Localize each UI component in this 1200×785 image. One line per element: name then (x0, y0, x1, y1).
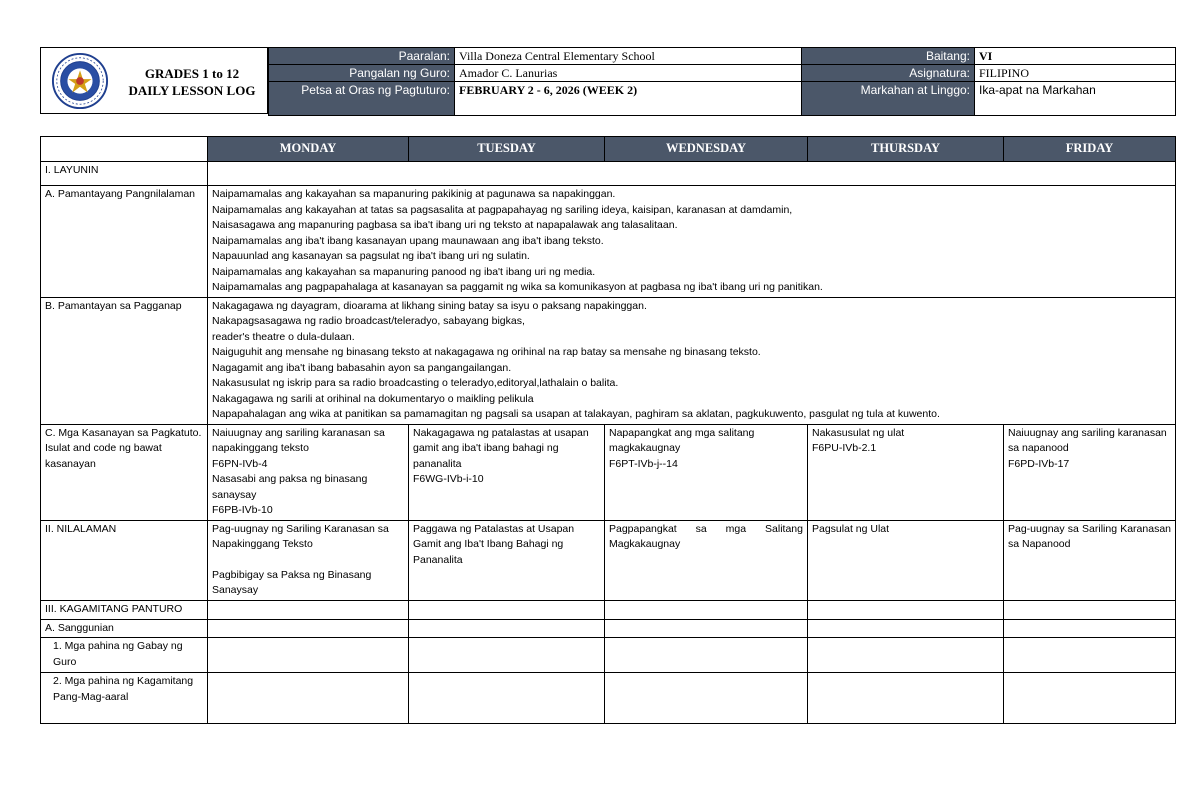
gabay-monday (208, 638, 409, 673)
datetime-label: Petsa at Oras ng Pagtuturo: (269, 82, 455, 116)
pagganap-line: Nakasusulat ng iskrip para sa radio broadcasting o teleradyo,editoryal,lathalain o balita. (212, 377, 619, 389)
pamantayang-row (41, 186, 1176, 298)
sanggunian-monday (208, 619, 409, 638)
subject-value: FILIPINO (975, 65, 1176, 82)
pamantayang-line: Naipamamalas ang iba't ibang kasanayan upang maunawaan ang iba't ibang teksto. (212, 234, 604, 247)
quarter-value: Ika-apat na Markahan (975, 82, 1176, 116)
kagamitan-friday (1004, 600, 1176, 619)
kasanayan-code: F6PD-IVb-17 (1008, 457, 1070, 470)
kasanayan-tuesday (409, 424, 605, 520)
nilalaman-label: II. NILALAMAN (41, 520, 208, 600)
pamantayang-line: Naisasagawa ang mapanuring pagbasa sa iba't ibang uri ng teksto at napapalawak ang talasalitaan. (212, 219, 678, 231)
nilalaman-wednesday: Pagpapangkat sa mga Salitang Magkakaugnay (605, 520, 808, 600)
header-title-box (40, 47, 268, 114)
title-line-2: DAILY LESSON LOG (128, 83, 256, 98)
sanggunian-row (41, 619, 1176, 638)
kagamitan-tuesday (409, 600, 605, 619)
teacher-label: Pangalan ng Guro: (269, 65, 455, 82)
pamantayang-line: Napauunlad ang kasanayan sa pagsulat ng iba't ibang uri ng sulatin. (212, 250, 530, 262)
kagamitan-pages-tuesday (409, 673, 605, 724)
nilalaman-tuesday: Paggawa ng Patalastas at Usapan Gamit ang Iba't Ibang Bahagi ng Pananalita (409, 520, 605, 600)
nilalaman-row (41, 520, 1176, 600)
day-header-row (41, 137, 1176, 162)
nilalaman-thursday: Pagsulat ng Ulat (808, 520, 1004, 600)
pagganap-line: Naiguguhit ang mensahe ng binasang teksto at nakagagawa ng orihinal na rap batay sa mensahe ng binasang teksto. (212, 346, 761, 358)
school-label: Paaralan: (269, 48, 455, 65)
kagamitan-pages-label: 2. Mga pahina ng Kagamitang Pang-Mag-aaral (41, 673, 208, 724)
kagamitan-label: III. KAGAMITANG PANTURO (41, 600, 208, 619)
pamantayang-line: Naipamamalas ang kakayahan sa mapanuring panood ng iba't ibang uri ng media. (212, 265, 596, 278)
kagamitan-row (41, 600, 1176, 619)
pamantayang-line: Naipamamalas ang kakayahan at tatas sa pagsasalita at pagpapahayag ng sariling ideya, kaisipan, karanasan at damdamin, (212, 203, 793, 216)
pagganap-content (208, 297, 1176, 424)
pamantayang-label: A. Pamantayang Pangnilalaman (41, 186, 208, 298)
teacher-value: Amador C. Lanurias (455, 65, 802, 82)
title-line-1: GRADES 1 to 12 (144, 66, 240, 81)
kasanayan-code: F6PT-IVb-j--14 (609, 457, 678, 470)
kasanayan-wednesday (605, 424, 808, 520)
kasanayan-text: Napapangkat ang mga salitang magkakaugnay (609, 426, 755, 454)
gabay-thursday (808, 638, 1004, 673)
kagamitan-pages-friday (1004, 673, 1176, 724)
kasanayan-text: Naiuugnay ang sariling karanasan sa napakinggang teksto (212, 426, 385, 454)
day-header-thursday: THURSDAY (808, 137, 1004, 162)
day-header-monday: MONDAY (208, 137, 409, 162)
kagamitan-pages-thursday (808, 673, 1004, 724)
pamantayang-content (208, 186, 1176, 298)
layunin-label: I. LAYUNIN (41, 162, 208, 186)
datetime-value: FEBRUARY 2 - 6, 2026 (WEEK 2) (455, 82, 802, 116)
gabay-friday (1004, 638, 1176, 673)
pagganap-row (41, 297, 1176, 424)
school-value: Villa Doneza Central Elementary School (455, 48, 802, 65)
kasanayan-friday (1004, 424, 1176, 520)
sanggunian-label: A. Sanggunian (41, 619, 208, 638)
header-info-table (268, 47, 1176, 116)
kagamitan-monday (208, 600, 409, 619)
gabay-row (41, 638, 1176, 673)
pagganap-label: B. Pamantayan sa Pagganap (41, 297, 208, 424)
nilalaman-friday: Pag-uugnay sa Sariling Karanasan sa Napanood (1004, 520, 1176, 600)
kagamitan-thursday (808, 600, 1004, 619)
subject-label: Asignatura: (802, 65, 975, 82)
gabay-tuesday (409, 638, 605, 673)
gabay-wednesday (605, 638, 808, 673)
spacer (212, 553, 404, 568)
pagganap-line: Napapahalagan ang wika at panitikan sa pamamagitan ng pagsali sa usapan at talakayan, paghiram sa aklatan, pagkukuwento, pasgulat ng tula at kuwento. (212, 408, 940, 420)
pamantayang-line: Naipamamalas ang pagpapahalaga at kasanayan sa paggamit ng wika sa komunikasyon at pagbasa ng iba't ibang uri ng panitikan. (212, 281, 823, 293)
kagamitan-wednesday (605, 600, 808, 619)
kasanayan-code: F6PN-IVb-4 (212, 457, 268, 470)
kasanayan-text: Nakagagawa ng patalastas at usapan gamit ang iba't ibang bahagi ng pananalita (413, 426, 589, 470)
pagganap-line: Nakapagsasagawa ng radio broadcast/teleradyo, sabayang bigkas, (212, 315, 525, 327)
kasanayan-code: F6PU-IVb-2.1 (812, 442, 877, 454)
nilalaman-text: Pag-uugnay ng Sariling Karanasan sa Napakinggang Teksto (212, 522, 389, 550)
day-header-tuesday: TUESDAY (409, 137, 605, 162)
layunin-content (208, 162, 1176, 186)
kasanayan-label: C. Mga Kasanayan sa Pagkatuto. Isulat and code ng bawat kasanayan (41, 424, 208, 520)
lesson-table (40, 136, 1176, 724)
kagamitan-pages-row (41, 673, 1176, 724)
kasanayan-code: F6PB-IVb-10 (212, 504, 273, 516)
kasanayan-thursday (808, 424, 1004, 520)
kasanayan-text: Naiuugnay ang sariling karanasan sa napanood (1008, 426, 1167, 454)
grade-label: Baitang: (802, 48, 975, 65)
gabay-label: 1. Mga pahina ng Gabay ng Guro (41, 638, 208, 673)
kasanayan-monday (208, 424, 409, 520)
pagganap-line: Nakagagawa ng sarili at orihinal na dokumentaryo o maikling pelikula (212, 392, 534, 405)
pagganap-line: Nagagamit ang iba't ibang babasahin ayon sa pangangailangan. (212, 361, 512, 374)
grade-value: VI (975, 48, 1176, 65)
kagamitan-pages-monday (208, 673, 409, 724)
pagganap-line: reader's theatre o dula-dulaan. (212, 330, 355, 343)
deped-seal-icon (51, 52, 109, 110)
day-header-friday: FRIDAY (1004, 137, 1176, 162)
pamantayang-line: Naipamamalas ang kakayahan sa mapanuring pakikinig at pagunawa sa napakinggan. (212, 188, 616, 200)
kagamitan-pages-wednesday (605, 673, 808, 724)
document-title (117, 65, 267, 99)
empty-corner-cell (41, 137, 208, 162)
sanggunian-thursday (808, 619, 1004, 638)
sanggunian-wednesday (605, 619, 808, 638)
kasanayan-text: Nakasusulat ng ulat (812, 426, 905, 439)
layunin-row (41, 162, 1176, 186)
sanggunian-tuesday (409, 619, 605, 638)
kasanayan-code: F6WG-IVb-i-10 (413, 473, 484, 485)
nilalaman-monday (208, 520, 409, 600)
sanggunian-friday (1004, 619, 1176, 638)
pagganap-line: Nakagagawa ng dayagram, dioarama at likhang sining batay sa isyu o paksang napakinggan. (212, 299, 647, 312)
quarter-label: Markahan at Linggo: (802, 82, 975, 116)
nilalaman-text: Pagbibigay sa Paksa ng Binasang Sanaysay (212, 568, 372, 596)
kasanayan-row (41, 424, 1176, 520)
kasanayan-text: Nasasabi ang paksa ng binasang sanaysay (212, 473, 368, 501)
day-header-wednesday: WEDNESDAY (605, 137, 808, 162)
